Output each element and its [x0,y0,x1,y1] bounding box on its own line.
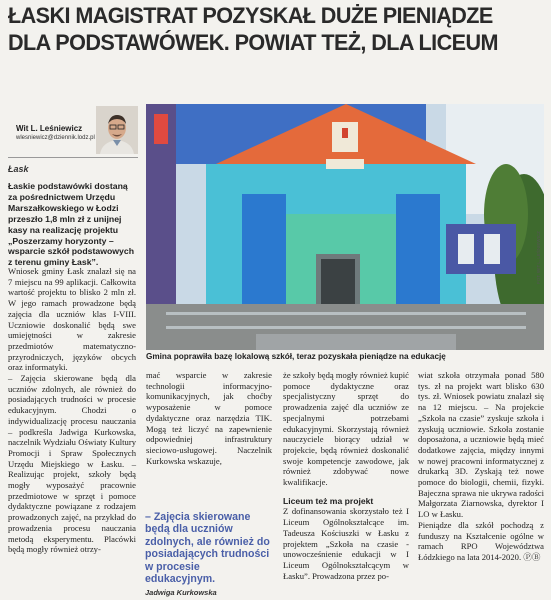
section-subhead: Liceum też ma projekt [283,495,374,506]
column-3-text-b: Z dofinansowania skorzystało też I Liceum Ogólnokształcące im. Tadeusza Kościuszki w Łasku z projektem „Szkoła na czasie - unowocześnienie edukacji w I Liceum Ogólnokształcącym w Łasku”. Prowadzona przez po- [283,506,409,581]
headline-line-1: ŁASKI MAGISTRAT POZYSKAŁ DUŻE PIENIĄDZE [8,3,493,28]
column-2: mać wsparcie w zakresie technologii informacyjno-komunikacyjnych, jak choćby wyposażenie w pomoce dydaktyczne oraz narzędzia TIK. Mogą też liczyć na zapewnienie odpowiedniej infrastruktury sieciowo-usługowej. Naczelnik Kurkowska wskazuje, [146,370,272,466]
school-photo [146,104,544,350]
column-3 [283,370,409,581]
column-1: Wniosek gminy Łask znalazł się na 7 miejscu na 99 aplikacji. Całkowita wartość projektu to blisko 2 mln zł. W jego ramach prowadzone będą zajęcia dla uczniów klas I-VIII. Uczniowie doskonalić będą swe umiejętności w zakresie przedmiotów matematyczno-przyrodniczych, języków obcych oraz informatyki. – Zajęcia skierowane będą dla uczniów zdolnych, ale również do posiadających trudności w procesie edukacyjnym. Chodzi o indywidualizację procesu nauczania – podkreśla Jadwiga Kurkowska, naczelnik Wydziału Oświaty Kultury Promocji i Spraw Społecznych Urzędu Miejskiego w Łasku. – Realizując projekt, szkoły będą mogły wyposażyć pracownie przedmiotowe w sprzęt i pomoce dydaktyczne powiązane z rodzajem prowadzonych zajęć, na przykład do prowadzenia procesu nauczania metodą eksperymentu. Placówki będą mogły również otrzy- [8,266,136,555]
dateline-place: Łask [8,164,29,174]
pull-quote-text: – Zajęcia skierowane będą dla uczniów zdolnych, ale również do posiadających trudności w procesie edukacyjnym. [145,511,270,586]
pull-quote [145,511,271,597]
headline-line-2: DLA PODSTAWÓWEK. POWIAT TEŻ, DLA LICEUM [8,30,498,55]
photo-credit: FOT. WIT L. LEŚNIEWICZ [536,231,541,284]
column-3-text: że szkoły będą mogły również kupić pomoce dydaktyczne oraz specjalistyczny sprzęt do prowadzenia zajęć dla uczniów ze specjalnymi potrzebami edukacyjnymi. Skorzystają również nauczyciele biorący udział w projekcie, będą również doskonalić swoje kompetencje zawodowe, jak również zdobywać nowe kwalifikacje. [283,370,409,488]
author-avatar [96,106,138,154]
column-4: wiat szkoła otrzymała ponad 580 tys. zł na projekt wart blisko 630 tys. zł. Wniosek powiatu znalazł się na 12 miejscu. – Na projekcie „Szkoła na czasie” zyskuje szkoła i zyskują uczniowie. Szkoła zostanie doposażona, a uczniowie będą mieć dodatkowe zajęcia, między innymi w nowej pracowni informatycznej z drukarką 3D. Zyskają też nowe pomoce do biologii, chemii, fizyki. Bajeczna sprawa nie ukrywa radości Małgorzata Ziarnowska, dyrektor I LO w Łasku. Pieniądze dla szkół pochodzą z funduszy na Kształcenie ogólne w ramach RPO Województwa Łódzkiego na lata 2014-2020. ⓅⒷ [418,370,544,562]
author-email: wlesniewicz@dziennik.lodz.pl [16,135,95,141]
photo-caption: Gmina poprawiła bazę lokalową szkół, teraz pozyskała pieniądze na edukację [146,352,446,361]
author-name: Wit L. Leśniewicz [16,124,83,133]
lead-paragraph: Łaskie podstawówki dostaną za pośrednictwem Urzędu Marszałkowskiego w Łodzi przeszło 1,8 mln zł z unijnej kasy na realizację projektu „Poszerzamy horyzonty – wsparcie szkół podstawowych z terenu gminy Łask”. [8,181,135,268]
pull-quote-author: Jadwiga Kurkowska [145,588,217,598]
byline-divider [8,157,138,158]
headline [8,2,522,56]
